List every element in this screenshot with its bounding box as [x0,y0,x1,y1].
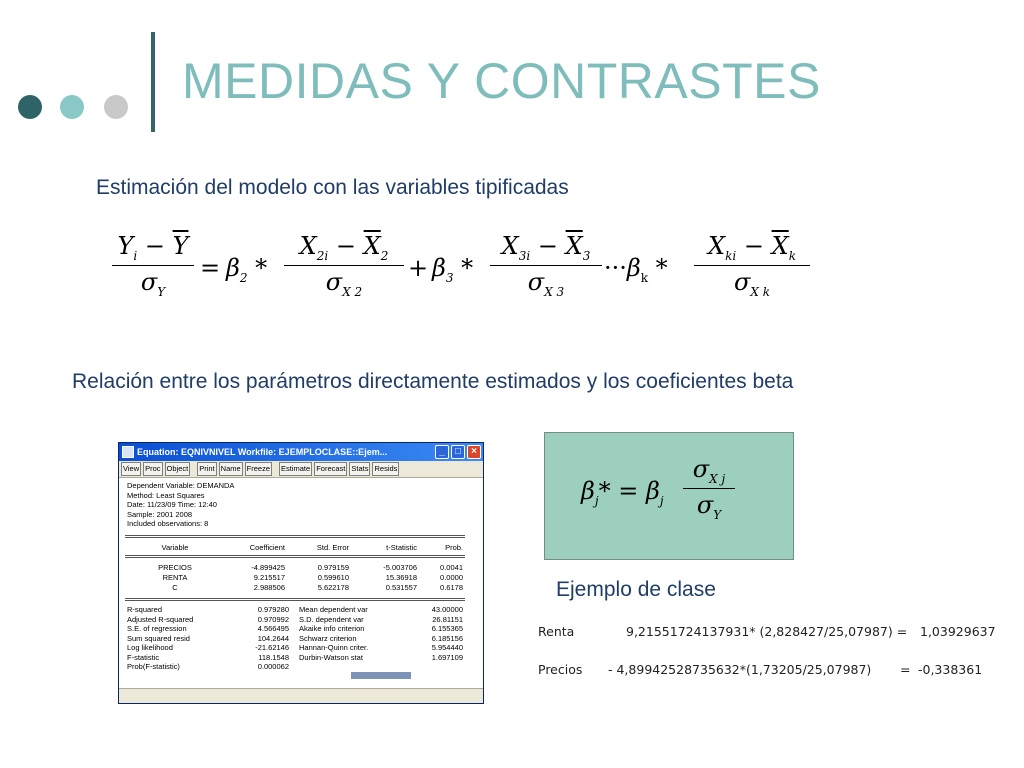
cell-prob: 0.0000 [440,573,463,582]
table-divider [125,598,465,601]
cell-coefficient: 2.988506 [253,583,285,592]
cell-prob: 0.0041 [440,563,463,572]
stat-value: 26.81151 [432,614,463,624]
freeze-button[interactable]: Freeze [245,462,272,476]
stats-row [127,643,467,653]
stat-value: 118.1548 [258,652,289,662]
table-row [127,583,467,593]
renta-label: Renta [538,624,575,639]
col-prob: Prob. [445,543,463,552]
table-divider [125,535,465,538]
eviews-equation-window[interactable] [118,442,484,704]
stat-value: 5.954440 [431,643,463,652]
stat-value: 104.2644 [257,633,289,643]
precios-label: Precios [538,662,583,677]
heading-beta-relation: Relación entre los parámetros directamente estimados y los coeficientes beta [72,370,794,393]
stat-value: -21.62146 [255,643,289,652]
stat-label: R-squared [127,605,163,614]
header-line: Sample: 2001 2008 [127,509,193,519]
stat-label: Schwarz criterion [299,633,357,643]
col-variable: Variable [161,543,189,552]
table-row [127,563,467,573]
header-line: Method: Least Squares [127,490,205,500]
beta-star-lhs: $\beta_j* = \beta_j$ [581,477,664,508]
beta-formula-box [544,432,794,560]
eviews-toolbar [119,461,483,478]
output-header [127,481,467,529]
stat-label: Hannan-Quinn criter. [299,643,369,652]
precios-expression: - 4,89942528735632*(1,73205/25,07987) [608,662,872,677]
cell-variable: C [172,583,178,592]
cell-t-statistic: 0.531557 [385,583,417,592]
stats-row [127,624,467,634]
stats-row [127,653,467,663]
stat-label: S.D. dependent var [299,614,364,624]
coef-table-header [127,543,467,553]
stat-label: S.E. of regression [127,624,187,633]
stat-value: 43.00000 [431,605,463,614]
stat-label: Mean dependent var [299,605,368,614]
cell-std-error: 0.599610 [317,573,349,582]
estimate-button[interactable]: Estimate [279,462,312,476]
stats-row [127,615,467,625]
header-line: Included observations: 8 [127,519,209,529]
heading-standardized-model: Estimación del modelo con las variables tipificadas [96,176,569,199]
header-line: Date: 11/23/09 Time: 12:40 [127,500,217,510]
name-button[interactable]: Name [219,462,243,476]
table-row [127,573,467,583]
beta-ratio-fraction: $\sigma_{X j}$ $\sigma_Y$ [683,455,735,522]
col-t-statistic: t-Statistic [386,543,417,552]
cell-variable: PRECIOS [158,563,192,572]
print-button[interactable]: Print [197,462,216,476]
bullet-dot-1 [18,95,42,119]
maximize-button[interactable]: □ [451,445,465,459]
cell-t-statistic: -5.003706 [383,563,417,572]
proc-button[interactable]: Proc [143,462,162,476]
stats-row [127,662,467,672]
stat-label: Adjusted R-squared [127,614,194,624]
col-std-error: Std. Error [316,543,349,552]
title-divider [151,32,155,132]
stat-label: F-statistic [127,652,160,662]
example-label: Ejemplo de clase [556,578,716,601]
stat-value: 6.185156 [431,633,463,643]
stats-row [127,605,467,615]
cell-std-error: 0.979159 [317,563,349,572]
table-divider [125,555,465,558]
stat-value: 0.979280 [257,605,289,614]
header-line: Dependent Variable: DEMANDA [127,481,235,490]
precios-result: -0,338361 [918,662,983,677]
window-titlebar[interactable] [119,443,483,461]
resids-button[interactable]: Resids [372,462,399,476]
cell-std-error: 5.622178 [317,583,349,592]
window-app-icon [122,446,134,458]
forecast-button[interactable]: Forecast [314,462,347,476]
window-bottom-bar [119,688,483,703]
stat-value: 0.970992 [257,614,289,624]
renta-expression: 9,21551724137931* (2,828427/25,07987) = [626,624,908,639]
stat-label: Akaike info criterion [299,624,365,633]
cell-variable: RENTA [162,573,188,582]
stat-label: Sum squared resid [127,633,190,643]
cell-prob: 0.6178 [440,583,463,592]
stat-value: 0.000062 [257,662,289,671]
cell-coefficient: -4.899425 [251,563,285,572]
stat-label: Durbin-Watson stat [299,652,363,662]
stats-row [127,634,467,644]
slide-title: MEDIDAS Y CONTRASTES [182,53,821,109]
cell-coefficient: 9.215517 [253,573,285,582]
stat-value: 4.566495 [257,624,289,633]
view-button[interactable]: View [121,462,141,476]
stat-value: 6.155365 [431,624,463,633]
precios-equals: = [900,662,911,677]
bullet-dot-3 [104,95,128,119]
stat-label: Log likelihood [127,643,173,652]
cell-t-statistic: 15.36918 [385,573,417,582]
minimize-button[interactable]: _ [435,445,449,459]
bullet-dot-2 [60,95,84,119]
stat-value: 1.697109 [431,652,463,662]
col-coefficient: Coefficient [249,543,285,552]
window-title: Equation: EQNIVNIVEL Workfile: EJEMPLOCLASE::Ejem... [137,447,388,457]
object-button[interactable]: Object [165,462,191,476]
close-button[interactable]: × [467,445,481,459]
stats-button[interactable]: Stats [349,462,370,476]
renta-result: 1,03929637 [920,624,996,639]
stat-label: Prob(F-statistic) [127,662,180,671]
selection-highlight [351,672,411,679]
